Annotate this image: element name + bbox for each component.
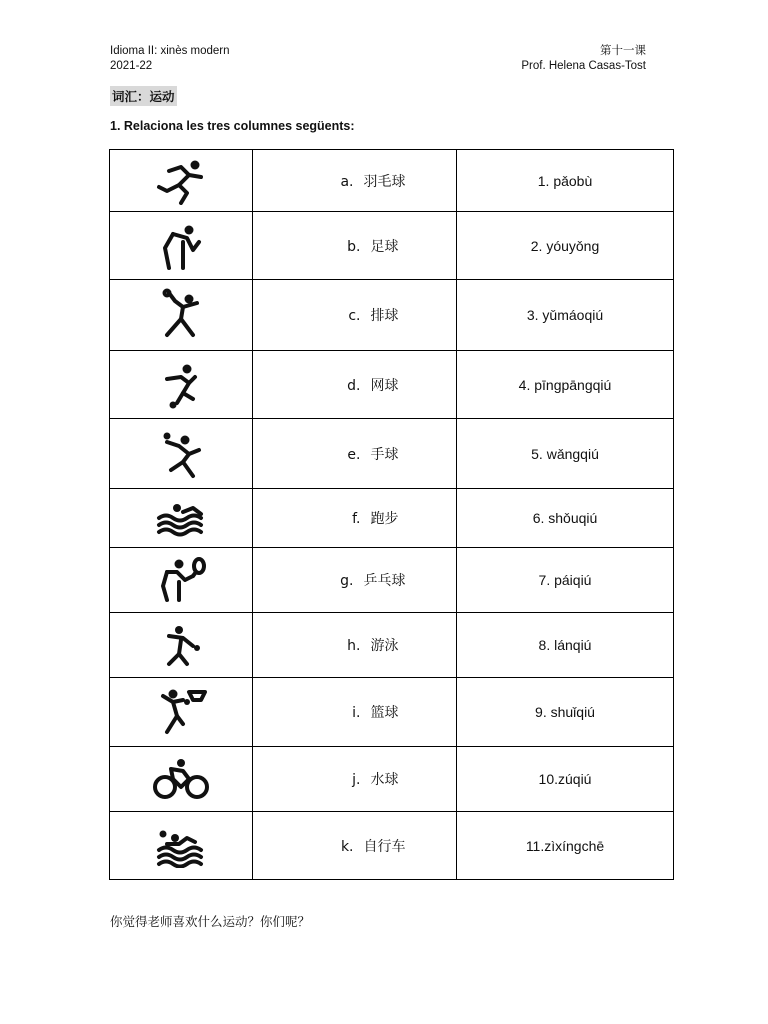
table-row (110, 212, 674, 280)
pinyin-cell (457, 678, 674, 747)
running-pictogram-icon (153, 157, 209, 205)
chinese-term: 羽毛球 (363, 173, 406, 190)
pinyin-cell (457, 812, 674, 880)
chinese-cell (253, 613, 457, 678)
exercise-instruction: 1. Relaciona les tres columnes següents: (110, 119, 355, 133)
icon-cell (110, 280, 253, 351)
chinese-cell (253, 548, 457, 613)
table-row (110, 613, 674, 678)
table-row (110, 150, 674, 212)
option-letter: j. (352, 772, 361, 788)
chinese-cell (253, 489, 457, 548)
pinyin-term: 11.zìxíngchē (525, 837, 605, 854)
table-row (110, 678, 674, 747)
pinyin-cell (457, 613, 674, 678)
table-row (110, 489, 674, 548)
pinyin-term: 4. pīngpāngqiú (518, 376, 612, 393)
pinyin-cell (457, 150, 674, 212)
pinyin-cell (457, 212, 674, 280)
table-tennis-pictogram-icon (153, 620, 209, 670)
cycling-pictogram-icon (151, 755, 211, 803)
chinese-term: 篮球 (370, 705, 399, 721)
pinyin-cell (457, 489, 674, 548)
chinese-term: 足球 (370, 238, 399, 255)
table-row (110, 548, 674, 613)
table-row (110, 419, 674, 489)
pinyin-cell (457, 280, 674, 351)
icon-cell (110, 351, 253, 419)
pinyin-term: 5. wǎngqiú (531, 445, 599, 462)
chinese-cell (253, 212, 457, 280)
icon-cell (110, 212, 253, 280)
header-right (521, 44, 646, 74)
academic-year: 2021-22 (110, 60, 153, 72)
chinese-term: 排球 (370, 308, 399, 324)
pinyin-term: 10.zúqiú (538, 771, 592, 787)
icon-cell (110, 747, 253, 812)
chinese-term: 水球 (370, 772, 399, 788)
chinese-cell (253, 678, 457, 747)
option-letter: k. (340, 838, 354, 855)
chinese-term: 手球 (370, 446, 399, 463)
option-letter: h. (347, 638, 361, 654)
icon-cell (110, 812, 253, 880)
table-row (110, 351, 674, 419)
table-row (110, 280, 674, 351)
icon-cell (110, 678, 253, 747)
chinese-term: 乒乓球 (363, 573, 406, 589)
pinyin-term: 7. páiqiú (538, 572, 592, 588)
table-row (110, 812, 674, 880)
chinese-term: 网球 (370, 377, 399, 394)
basketball-pictogram-icon (153, 686, 209, 738)
water-polo-pictogram-icon (153, 824, 209, 868)
volleyball-pictogram-icon (153, 220, 209, 272)
option-letter: b. (347, 238, 361, 255)
option-letter: a. (340, 173, 354, 190)
option-letter: g. (340, 573, 354, 589)
professor-name: Prof. Helena Casas-Tost (521, 60, 646, 72)
option-letter: i. (352, 705, 361, 721)
pinyin-cell (457, 351, 674, 419)
pinyin-cell (457, 548, 674, 613)
discussion-question: 你觉得老师喜欢什么运动？你们呢？ (110, 914, 311, 929)
pinyin-cell (457, 419, 674, 489)
pinyin-term: 9. shuǐqiú (535, 704, 595, 720)
option-letter: c. (348, 308, 361, 324)
icon-cell (110, 548, 253, 613)
chinese-term: 跑步 (370, 511, 399, 527)
football-pictogram-icon (153, 359, 209, 411)
chinese-cell (253, 747, 457, 812)
option-letter: e. (347, 446, 361, 463)
section-title: 词汇：运动 (110, 86, 177, 106)
lesson-number: 第十一课 (600, 45, 646, 57)
pinyin-cell (457, 747, 674, 812)
swimming-pictogram-icon (153, 498, 209, 538)
pinyin-term: 1. pǎobù (537, 172, 593, 189)
matching-table (109, 149, 674, 880)
icon-cell (110, 489, 253, 548)
chinese-cell (253, 351, 457, 419)
chinese-term: 游泳 (370, 638, 399, 654)
option-letter: f. (352, 511, 361, 527)
pinyin-term: 8. lánqiú (538, 637, 592, 653)
pinyin-term: 2. yóuyǒng (530, 237, 600, 254)
header-left (110, 44, 230, 74)
icon-cell (110, 613, 253, 678)
handball-pictogram-icon (153, 428, 209, 480)
course-name: Idioma II: xinès modern (110, 45, 230, 57)
chinese-cell (253, 812, 457, 880)
table-row (110, 747, 674, 812)
pinyin-term: 3. yǔmáoqiú (526, 307, 604, 323)
chinese-cell (253, 419, 457, 489)
option-letter: d. (347, 377, 361, 394)
tennis-pictogram-icon (153, 554, 209, 606)
chinese-cell (253, 280, 457, 351)
pinyin-term: 6. shǒuqiú (532, 510, 598, 526)
icon-cell (110, 419, 253, 489)
chinese-term: 自行车 (363, 838, 406, 855)
badminton-pictogram-icon (153, 287, 209, 343)
icon-cell (110, 150, 253, 212)
chinese-cell (253, 150, 457, 212)
